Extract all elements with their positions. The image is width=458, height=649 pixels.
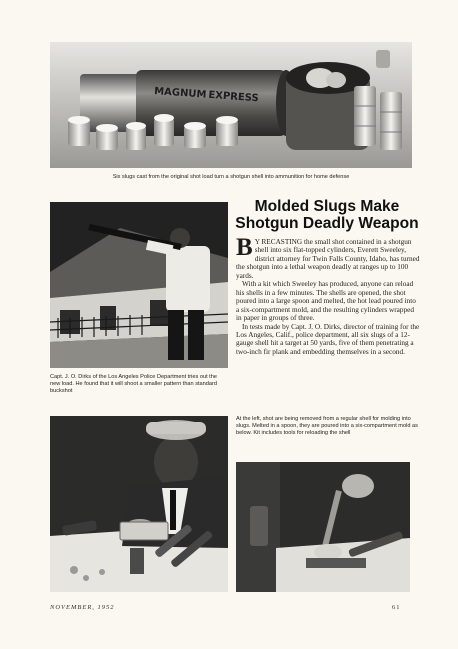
article-paragraph-1	[236, 234, 420, 280]
article-title: Molded Slugs Make Shotgun Deadly Weapon	[235, 198, 419, 232]
officer-firing-photo	[50, 202, 228, 368]
bottom-right-caption: At the left, shot are being removed from a regular shell for molding into slugs. Melted in a spoon, they are poured into a six-compartment mold as below. Kit includes tools for reloading the shell	[236, 416, 418, 437]
article-body	[236, 234, 420, 356]
article-paragraph-3: In tests made by Capt. J. O. Dirks, director of training for the Los Angeles, Calif., police department, all six slugs of a 12-gauge shell hit a target at 50 yards, five of them penetrating a two-inch fir plank and embedding themselves in a second.	[236, 322, 420, 356]
shell-and-slugs-photo	[50, 42, 412, 168]
top-photo-caption: Six slugs cast from the original shot load turn a shotgun shell into ammunition for home defense	[112, 174, 350, 180]
middle-photo-caption: Capt. J. O. Dirks of the Los Angeles Police Department tries out the new load. He found that it will shoot a smaller pattern than standard buckshot	[50, 374, 217, 395]
shell-label-text: MAGNUM EXPRESS	[153, 86, 260, 105]
page-number: 61	[392, 604, 401, 611]
pouring-mold-photo	[236, 462, 410, 592]
article-paragraph-2: With a kit which Sweeley has produced, anyone can reload his shells in a few minutes. The shells are opened, the shot poured into a large spoon and melted, the hot lead poured into a six-compartment mold, and the resulting cylinders wrapped in paper in groups of three.	[236, 280, 416, 323]
dropcap: B	[236, 234, 253, 261]
paragraph-1-text: Y RECASTING the small shot contained in a shotgun shell into six flat-topped cylinders, Everett Sweeley, district attorney for Twin Falls County, Idaho, has turned the shotgun into a lethal weapon deadly at ranges up to 100 yards.	[236, 238, 420, 280]
issue-date: NOVEMBER, 1952	[50, 604, 115, 611]
removing-shot-photo	[50, 416, 228, 592]
